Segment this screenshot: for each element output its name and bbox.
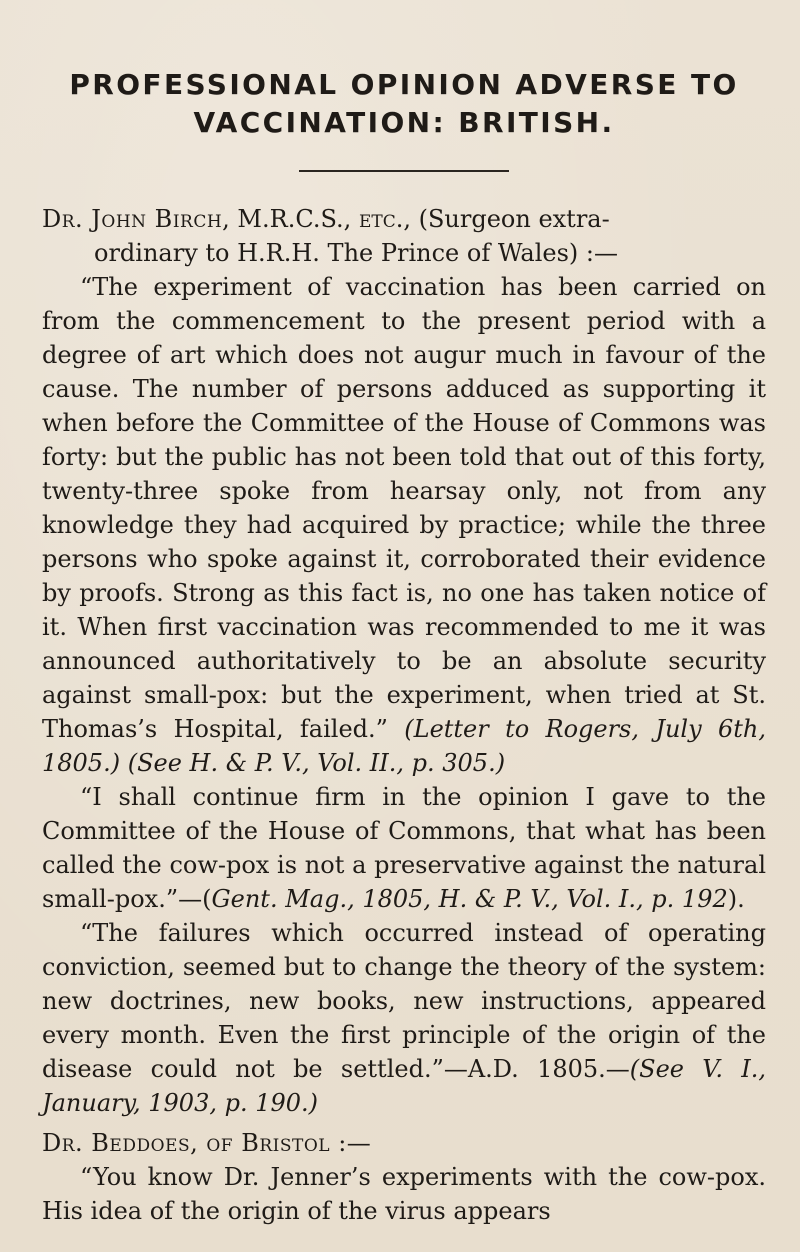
birch-quote-2-text: “I shall continue firm in the opinion I gave to the Committee of the House of Commons, that what has been called the cow-pox is not a preservative against the natural small-pox.” xyxy=(42,783,766,913)
beddoes-quote: “You know Dr. Jenner’s experiments with the cow-pox. His idea of the origin of the virus appears xyxy=(42,1163,766,1225)
birch-quote-2 xyxy=(42,780,766,916)
birch-quote-3 xyxy=(42,916,766,1120)
page-title xyxy=(42,66,766,142)
birch-quote-1 xyxy=(42,270,766,780)
birch-intro xyxy=(42,202,766,236)
birch-cite-2-open: —( xyxy=(178,885,212,913)
birch-credentials: , M.R.C.S., xyxy=(222,205,359,233)
birch-role-a: , (Surgeon extra- xyxy=(403,205,610,233)
beddoes-intro xyxy=(42,1126,766,1160)
birch-etc: etc. xyxy=(358,205,404,233)
title-line-1: PROFESSIONAL OPINION ADVERSE TO xyxy=(69,68,739,101)
title-line-2: VACCINATION: BRITISH. xyxy=(193,106,615,139)
birch-citation-3: (See V. I., January, 1903, p. 190.) xyxy=(42,1055,766,1117)
title-divider xyxy=(299,170,509,172)
birch-quote-1-text: “The experiment of vaccination has been carried on from the commencement to the present period with a degree of art which does not augur much in favour of the cause. The number of persons adduced as supporting it when before the Committee of the House of Commons was forty: but the public has not been told that out of this forty, twenty-three spoke from hearsay only, not from any knowledge they had acquired by practice; while the three persons who spoke against it, corroborated their evidence by proofs. Strong as this fact is, no one has taken notice of it. When first vaccination was recommended to me it was announced authoritatively to be an absolute security against small-pox: but the experiment, when tried at St. Thomas’s Hospital, failed.” xyxy=(42,273,766,743)
birch-name: Dr. John Birch xyxy=(42,205,223,233)
birch-role: ordinary to H.R.H. The Prince of Wales) :— xyxy=(94,239,619,267)
birch-citation-2: Gent. Mag., 1805, H. & P. V., Vol. I., p. 192 xyxy=(211,885,728,913)
birch-cite-2-close: ). xyxy=(727,885,745,913)
birch-citation-1: (Letter to Rogers, July 6th, 1805.) (See H. & P. V., Vol. II., p. 305.) xyxy=(42,715,766,777)
beddoes-name: Dr. Beddoes, of Bristol :— xyxy=(42,1129,372,1157)
birch-quote-3-text: “The failures which occurred instead of operating conviction, seemed but to change the theory of the system: new doctrines, new books, new instructions, appeared every month. Even the first principle of the origin of the disease could not be settled.”—A.D. 1805.— xyxy=(42,919,766,1083)
